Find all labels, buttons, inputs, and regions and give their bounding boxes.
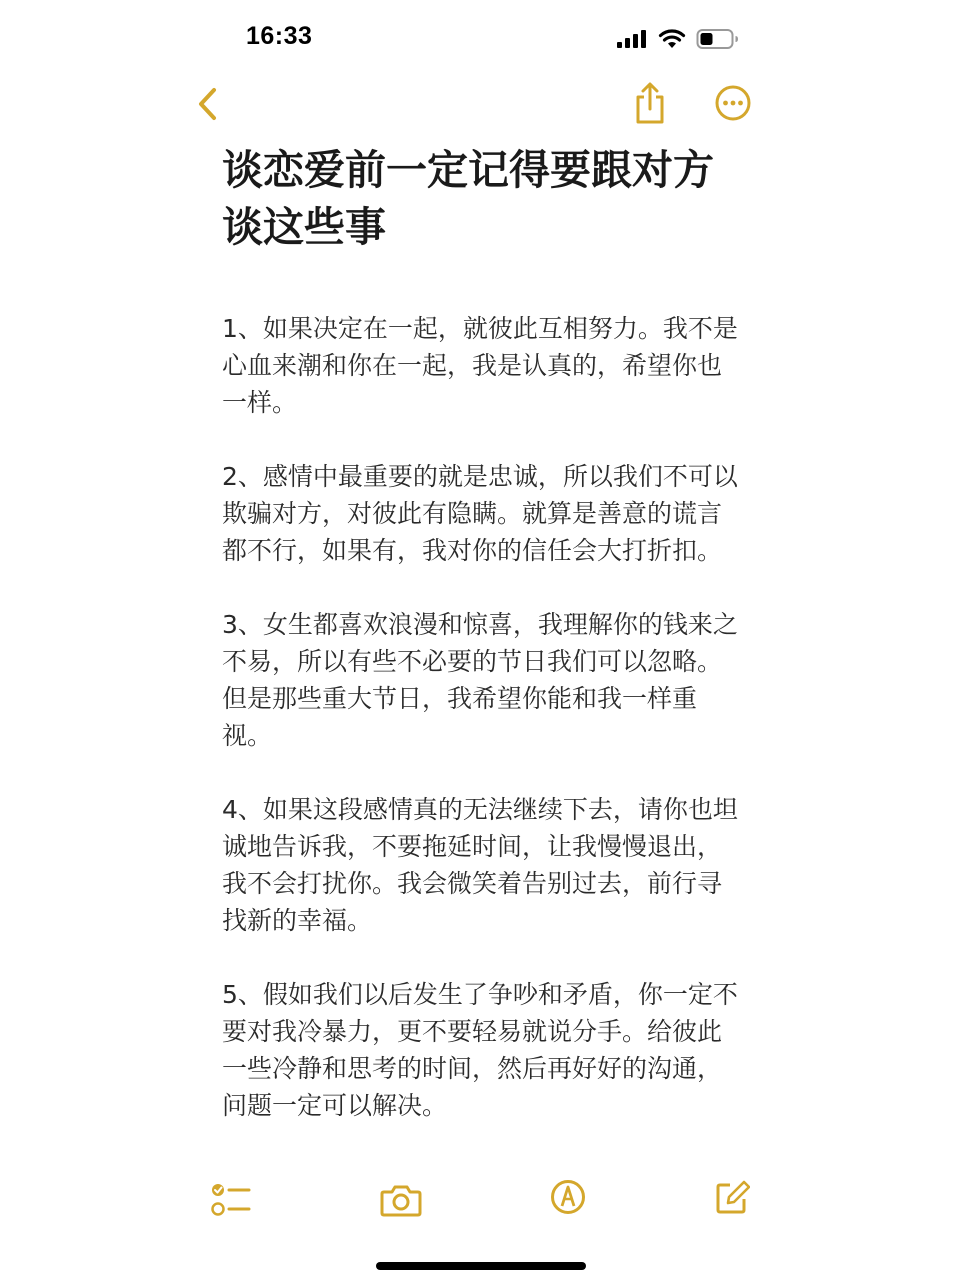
- note-paragraph: 5、假如我们以后发生了争吵和矛盾，你一定不要对我冷暴力，更不要轻易就说分手。给彼此一些冷静和思考的时间，然后再好好的沟通，问题一定可以解决。: [222, 980, 738, 1120]
- camera-button[interactable]: [380, 1182, 422, 1218]
- checklist-icon: [210, 1180, 252, 1220]
- more-options-icon: [714, 84, 752, 122]
- note-paragraph: 4、如果这段感情真的无法继续下去，请你也坦诚地告诉我，不要拖延时间，让我慢慢退出，我不会打扰你。我会微笑着告别过去，前行寻找新的幸福。: [222, 795, 738, 935]
- note-paragraph: 1、如果决定在一起，就彼此互相努力。我不是心血来潮和你在一起，我是认真的，希望你也一样。: [222, 314, 738, 417]
- more-options-button[interactable]: [714, 84, 752, 122]
- status-icons: [616, 26, 740, 52]
- home-indicator[interactable]: [376, 1262, 586, 1270]
- markup-icon: [550, 1178, 586, 1216]
- cellular-signal-icon: [616, 29, 648, 49]
- status-time: 16:33: [246, 22, 313, 50]
- share-icon: [630, 80, 670, 126]
- checklist-button[interactable]: [210, 1180, 252, 1220]
- note-paragraph: 3、女生都喜欢浪漫和惊喜，我理解你的钱来之不易，所以有些不必要的节日我们可以忽略。但是那些重大节日，我希望你能和我一样重视。: [222, 610, 738, 750]
- wifi-icon: [658, 28, 686, 50]
- chevron-left-icon: [192, 84, 228, 124]
- share-button[interactable]: [630, 80, 670, 126]
- camera-icon: [380, 1182, 422, 1218]
- note-title: 谈恋爱前一定记得要跟对方谈这些事: [222, 146, 714, 251]
- note-body[interactable]: [222, 142, 744, 1124]
- compose-icon: [714, 1178, 750, 1216]
- battery-icon: [696, 28, 740, 50]
- back-button[interactable]: [192, 84, 228, 124]
- note-paragraph: 2、感情中最重要的就是忠诚，所以我们不可以欺骗对方，对彼此有隐瞒。就算是善意的谎言都不行，如果有，我对你的信任会大打折扣。: [222, 462, 738, 565]
- markup-button[interactable]: [550, 1178, 586, 1216]
- compose-button[interactable]: [714, 1178, 750, 1216]
